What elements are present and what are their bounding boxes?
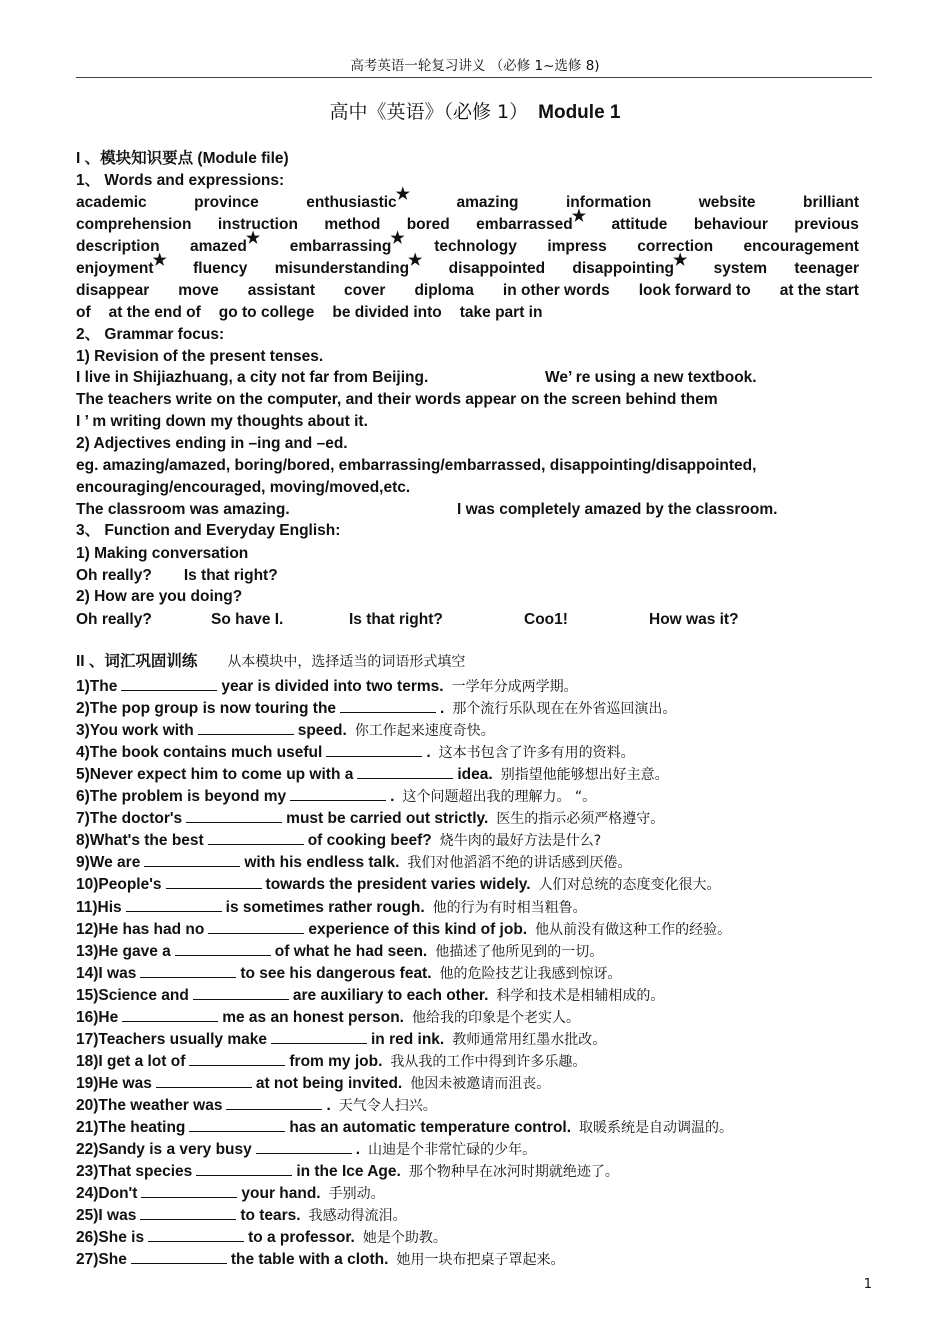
running-header: 高考英语一轮复习讲义 （必修 1~选修 8) bbox=[350, 58, 600, 74]
vocab-word: correction bbox=[637, 238, 714, 255]
exercise-translation: 他给我的印象是个老实人。 bbox=[411, 1009, 580, 1026]
vocab-word: website bbox=[698, 194, 756, 211]
vocab-word: province bbox=[194, 194, 259, 211]
vocab-word: amazed bbox=[190, 238, 247, 255]
exercise-translation: 他的危险技艺让我感到惊讶。 bbox=[439, 965, 622, 982]
vocab-word: embarrassing bbox=[289, 238, 392, 255]
exercise-item bbox=[76, 676, 578, 697]
answer-blank[interactable] bbox=[357, 764, 453, 779]
exercise-translation: 那个流行乐队现在在外省巡回演出。 bbox=[452, 701, 677, 718]
exercise-continuation: . bbox=[326, 1096, 331, 1114]
answer-blank[interactable] bbox=[196, 1161, 292, 1176]
vocab-word: in other words bbox=[502, 282, 610, 299]
phrase: Is that right? bbox=[183, 567, 278, 584]
page-number: 1 bbox=[863, 1277, 872, 1292]
vocab-word: look forward to bbox=[638, 282, 751, 299]
exercise-continuation: year is divided into two terms. bbox=[221, 678, 444, 695]
vocab-word: comprehension bbox=[76, 216, 192, 233]
exercise-prompt: 18)I get a lot of bbox=[76, 1052, 186, 1070]
exercise-continuation: . bbox=[355, 1141, 361, 1159]
exercise-continuation: to see his dangerous feat. bbox=[240, 964, 432, 982]
answer-blank[interactable] bbox=[226, 1095, 322, 1110]
exercise-prompt: 4)The book contains much useful bbox=[76, 744, 323, 762]
exercise-item bbox=[76, 985, 664, 1006]
vocab-word: attitude bbox=[611, 216, 668, 233]
answer-blank[interactable] bbox=[144, 852, 240, 867]
vocab-word: encouragement bbox=[743, 238, 859, 255]
vocab-word: method bbox=[324, 216, 381, 233]
exercise-translation: 教师通常用红墨水批改。 bbox=[452, 1031, 607, 1048]
grammar-heading: 2、 Grammar focus: bbox=[76, 326, 225, 343]
vocab-word: instruction bbox=[217, 216, 298, 233]
grammar-example-2: The teachers write on the computer, and their words appear on the screen behind them bbox=[76, 391, 718, 408]
exercise-continuation: has an automatic temperature control. bbox=[289, 1119, 572, 1136]
exercise-continuation: of what he had seen. bbox=[274, 942, 428, 960]
function-point-1: 1) Making conversation bbox=[76, 545, 249, 562]
exercise-item bbox=[76, 1117, 733, 1138]
vocab-word: technology bbox=[434, 238, 517, 255]
grammar-point-1: 1) Revision of the present tenses. bbox=[76, 348, 324, 365]
answer-blank[interactable] bbox=[156, 1073, 252, 1088]
exercise-item bbox=[76, 1205, 407, 1226]
vocab-word: disappointing bbox=[572, 260, 675, 277]
star-icon: ★ bbox=[395, 186, 411, 203]
vocab-word: be divided into bbox=[332, 304, 442, 321]
vocab-word: previous bbox=[794, 216, 859, 233]
grammar-example-4a: The classroom was amazing. bbox=[76, 501, 290, 518]
exercise-translation: 烧牛肉的最好方法是什么? bbox=[439, 833, 602, 850]
exercise-item bbox=[76, 1029, 606, 1050]
exercise-item bbox=[76, 764, 669, 785]
exercise-translation: 他因未被邀请而沮丧。 bbox=[410, 1075, 551, 1092]
vocab-word: amazing bbox=[456, 194, 519, 211]
exercise-item bbox=[76, 808, 664, 829]
grammar-point-2: 2) Adjectives ending in –ing and –ed. bbox=[76, 435, 348, 452]
exercise-translation: 他从前没有做这种工作的经验。 bbox=[535, 921, 732, 938]
exercise-item bbox=[76, 698, 676, 719]
exercise-prompt: 19)He was bbox=[76, 1074, 152, 1092]
answer-blank[interactable] bbox=[131, 1249, 227, 1264]
vocab-word: description bbox=[76, 238, 160, 255]
exercise-translation: 我感动得流泪。 bbox=[308, 1208, 407, 1225]
exercise-prompt: 9)We are bbox=[76, 854, 141, 872]
exercise-item bbox=[76, 919, 731, 940]
exercise-continuation: speed. bbox=[297, 722, 347, 740]
answer-blank[interactable] bbox=[208, 830, 304, 845]
exercise-item bbox=[76, 786, 596, 807]
vocab-word: enthusiastic bbox=[306, 194, 397, 211]
exercise-translation: 他描述了他所见到的一切。 bbox=[435, 943, 604, 960]
answer-blank[interactable] bbox=[122, 1007, 218, 1022]
exercise-translation: 山迪是个非常忙碌的少年。 bbox=[368, 1142, 537, 1159]
exercise-item bbox=[76, 897, 587, 918]
function-point-2: 2) How are you doing? bbox=[76, 588, 243, 605]
section-2-instruction: 从本模块中，选择适当的词语形式填空 bbox=[227, 654, 466, 670]
exercise-continuation: from my job. bbox=[289, 1052, 383, 1070]
word-row bbox=[76, 281, 859, 301]
answer-blank[interactable] bbox=[126, 897, 222, 912]
exercise-continuation: is sometimes rather rough. bbox=[225, 898, 425, 916]
vocab-word: behaviour bbox=[693, 216, 768, 233]
vocab-word: at the end of bbox=[108, 304, 201, 321]
section-heading-1: I 、模块知识要点 (Module file) bbox=[76, 150, 289, 167]
grammar-eg-1: eg. amazing/amazed, boring/bored, embarrassing/embarrassed, disappointing/disappointed, bbox=[76, 457, 757, 474]
answer-blank[interactable] bbox=[175, 941, 271, 956]
exercise-item bbox=[76, 1249, 564, 1270]
page-title bbox=[0, 97, 950, 124]
phrase: Oh really? bbox=[76, 611, 152, 628]
exercise-continuation: to a professor. bbox=[248, 1229, 355, 1247]
phrase: How was it? bbox=[649, 611, 739, 628]
star-icon: ★ bbox=[408, 252, 423, 269]
exercise-translation: 天气令人扫兴。 bbox=[338, 1097, 437, 1114]
exercise-prompt: 21)The heating bbox=[76, 1119, 186, 1136]
exercise-translation: 一学年分成两学期。 bbox=[451, 679, 578, 695]
word-row bbox=[76, 230, 859, 257]
exercise-prompt: 20)The weather was bbox=[76, 1096, 223, 1114]
exercise-continuation: your hand. bbox=[241, 1185, 321, 1203]
grammar-example-1b: We’ re using a new textbook. bbox=[545, 369, 757, 386]
exercise-translation: 手别动。 bbox=[328, 1186, 385, 1203]
exercise-prompt: 10)People's bbox=[76, 876, 162, 894]
exercise-continuation: must be carried out strictly. bbox=[286, 810, 489, 828]
answer-blank[interactable] bbox=[326, 742, 422, 757]
exercise-prompt: 17)Teachers usually make bbox=[76, 1030, 267, 1048]
exercise-continuation: me as an honest person. bbox=[222, 1008, 404, 1026]
vocab-word: go to college bbox=[218, 304, 315, 321]
star-icon: ★ bbox=[673, 252, 688, 269]
exercise-prompt: 27)She bbox=[76, 1251, 127, 1269]
exercise-continuation: with his endless talk. bbox=[244, 854, 400, 872]
exercise-item bbox=[76, 852, 631, 873]
exercise-continuation: are auxiliary to each other. bbox=[292, 986, 489, 1004]
function-phrase-row-1 bbox=[76, 566, 278, 586]
exercise-prompt: 12)He has had no bbox=[76, 920, 205, 938]
exercise-item bbox=[76, 1007, 580, 1028]
word-row bbox=[76, 186, 859, 213]
title-en: Module 1 bbox=[538, 102, 621, 123]
phrase: Coo1! bbox=[524, 611, 568, 628]
exercise-continuation: of cooking beef? bbox=[307, 832, 432, 850]
star-icon: ★ bbox=[571, 208, 587, 225]
phrase: So have I. bbox=[211, 611, 284, 628]
exercise-prompt: 2)The pop group is now touring the bbox=[76, 700, 337, 718]
vocab-word: of bbox=[76, 304, 91, 321]
exercise-item bbox=[76, 830, 601, 851]
answer-blank[interactable] bbox=[141, 1183, 237, 1198]
header-rule bbox=[76, 77, 872, 78]
exercise-item bbox=[76, 742, 635, 763]
exercise-prompt: 25)I was bbox=[76, 1207, 137, 1225]
exercise-translation: 人们对总统的态度变化很大。 bbox=[538, 877, 721, 894]
exercise-continuation: the table with a cloth. bbox=[230, 1251, 389, 1269]
exercise-item bbox=[76, 874, 721, 895]
exercise-continuation: to tears. bbox=[240, 1207, 301, 1225]
phrase: Oh really? bbox=[76, 567, 152, 584]
answer-blank[interactable] bbox=[186, 808, 282, 823]
exercise-translation: 你工作起来速度奇快。 bbox=[354, 723, 495, 740]
exercise-translation: 取暖系统是自动调温的。 bbox=[579, 1120, 734, 1136]
vocab-word: cover bbox=[344, 282, 386, 299]
exercise-continuation: . bbox=[426, 744, 431, 762]
exercise-continuation: experience of this kind of job. bbox=[308, 920, 528, 938]
exercise-prompt: 14)I was bbox=[76, 964, 137, 982]
exercise-translation: 我们对他滔滔不绝的讲话感到厌倦。 bbox=[407, 855, 632, 872]
exercise-prompt: 16)He bbox=[76, 1008, 119, 1026]
phrase: Is that right? bbox=[349, 611, 443, 628]
vocab-word: bored bbox=[406, 216, 450, 233]
vocab-word: academic bbox=[76, 194, 147, 211]
exercise-continuation: . bbox=[440, 700, 445, 718]
answer-blank[interactable] bbox=[256, 1139, 352, 1154]
word-row bbox=[76, 252, 859, 279]
exercise-translation: 科学和技术是相辅相成的。 bbox=[496, 987, 665, 1004]
exercise-translation: 这个问题超出我的理解力。 “。 bbox=[402, 789, 597, 806]
vocab-word: diploma bbox=[414, 282, 474, 299]
answer-blank[interactable] bbox=[198, 720, 294, 735]
function-heading: 3、 Function and Everyday English: bbox=[76, 522, 341, 539]
exercise-item bbox=[76, 1073, 550, 1094]
exercise-prompt: 11)His bbox=[76, 898, 122, 916]
vocab-word: disappointed bbox=[448, 260, 546, 277]
words-heading: 1、 Words and expressions: bbox=[76, 172, 285, 189]
vocab-word: move bbox=[178, 282, 219, 299]
answer-blank[interactable] bbox=[271, 1029, 367, 1044]
exercise-translation: 别指望他能够想出好主意。 bbox=[500, 767, 669, 784]
word-row bbox=[76, 208, 859, 235]
exercise-translation: 我从我的工作中得到许多乐趣。 bbox=[390, 1053, 587, 1070]
exercise-prompt: 13)He gave a bbox=[76, 942, 171, 960]
vocab-word: take part in bbox=[459, 304, 543, 321]
vocab-word: impress bbox=[547, 238, 607, 255]
vocab-word: at the start bbox=[779, 282, 859, 299]
vocab-word: enjoyment bbox=[76, 260, 154, 277]
exercise-item bbox=[76, 720, 495, 741]
answer-blank[interactable] bbox=[140, 963, 236, 978]
exercise-translation: 那个物种早在冰河时期就绝迹了。 bbox=[408, 1164, 619, 1181]
answer-blank[interactable] bbox=[148, 1227, 244, 1242]
answer-blank[interactable] bbox=[121, 676, 217, 691]
answer-blank[interactable] bbox=[166, 874, 262, 889]
exercise-continuation: idea. bbox=[457, 766, 493, 784]
vocab-word: assistant bbox=[247, 282, 315, 299]
exercise-continuation: in red ink. bbox=[371, 1030, 445, 1048]
exercise-item bbox=[76, 1139, 536, 1160]
vocab-word: fluency bbox=[193, 260, 248, 277]
exercise-continuation: at not being invited. bbox=[255, 1074, 403, 1092]
answer-blank[interactable] bbox=[208, 919, 304, 934]
exercise-item bbox=[76, 963, 622, 984]
answer-blank[interactable] bbox=[193, 985, 289, 1000]
star-icon: ★ bbox=[390, 230, 405, 247]
answer-blank[interactable] bbox=[189, 1117, 285, 1132]
exercise-item bbox=[76, 1227, 447, 1248]
exercise-prompt: 22)Sandy is a very busy bbox=[76, 1141, 252, 1159]
exercise-prompt: 24)Don't bbox=[76, 1185, 138, 1203]
exercise-prompt: 3)You work with bbox=[76, 722, 194, 740]
exercise-prompt: 8)What's the best bbox=[76, 832, 204, 850]
section-heading-2 bbox=[76, 652, 465, 672]
answer-blank[interactable] bbox=[140, 1205, 236, 1220]
grammar-example-1a: I live in Shijiazhuang, a city not far from Beijing. bbox=[76, 369, 429, 386]
exercise-prompt: 1)The bbox=[76, 678, 118, 695]
answer-blank[interactable] bbox=[290, 786, 386, 801]
grammar-example-3: I ’ m writing down my thoughts about it. bbox=[76, 413, 368, 430]
exercise-translation: 她是个助教。 bbox=[362, 1230, 447, 1247]
exercise-prompt: 15)Science and bbox=[76, 986, 189, 1004]
exercise-prompt: 6)The problem is beyond my bbox=[76, 788, 287, 806]
title-cn: 高中《英语》（必修 1） bbox=[329, 101, 529, 123]
vocab-word: information bbox=[565, 194, 652, 211]
vocab-word: teenager bbox=[794, 260, 859, 277]
exercise-item bbox=[76, 941, 603, 962]
vocab-word: brilliant bbox=[803, 194, 859, 211]
exercise-continuation: towards the president varies widely. bbox=[265, 876, 531, 894]
exercise-item bbox=[76, 1183, 385, 1204]
answer-blank[interactable] bbox=[340, 698, 436, 713]
exercise-prompt: 7)The doctor's bbox=[76, 810, 183, 828]
answer-blank[interactable] bbox=[189, 1051, 285, 1066]
grammar-example-4b: I was completely amazed by the classroom. bbox=[457, 501, 778, 518]
exercise-item bbox=[76, 1095, 437, 1116]
section-2-title: II 、词汇巩固训练 bbox=[76, 653, 198, 670]
exercise-prompt: 26)She is bbox=[76, 1229, 145, 1247]
vocab-word: embarrassed bbox=[476, 216, 573, 233]
exercise-prompt: 5)Never expect him to come up with a bbox=[76, 766, 354, 784]
exercise-translation: 他的行为有时相当粗鲁。 bbox=[432, 899, 587, 916]
vocab-word: system bbox=[713, 260, 768, 277]
star-icon: ★ bbox=[152, 252, 167, 269]
vocab-word: misunderstanding bbox=[274, 260, 410, 277]
exercise-continuation: . bbox=[390, 788, 395, 806]
exercise-continuation: in the Ice Age. bbox=[296, 1163, 401, 1181]
exercise-item bbox=[76, 1161, 619, 1182]
exercise-translation: 她用一块布把桌子罩起来。 bbox=[396, 1252, 565, 1269]
grammar-eg-2: encouraging/encouraged, moving/moved,etc. bbox=[76, 479, 411, 496]
word-row bbox=[76, 303, 560, 323]
star-icon: ★ bbox=[245, 230, 261, 247]
exercise-prompt: 23)That species bbox=[76, 1163, 193, 1181]
exercise-translation: 医生的指示必须严格遵守。 bbox=[496, 811, 665, 828]
exercise-item bbox=[76, 1051, 586, 1072]
vocab-word: disappear bbox=[76, 282, 150, 299]
exercise-translation: 这本书包含了许多有用的资料。 bbox=[438, 745, 635, 762]
